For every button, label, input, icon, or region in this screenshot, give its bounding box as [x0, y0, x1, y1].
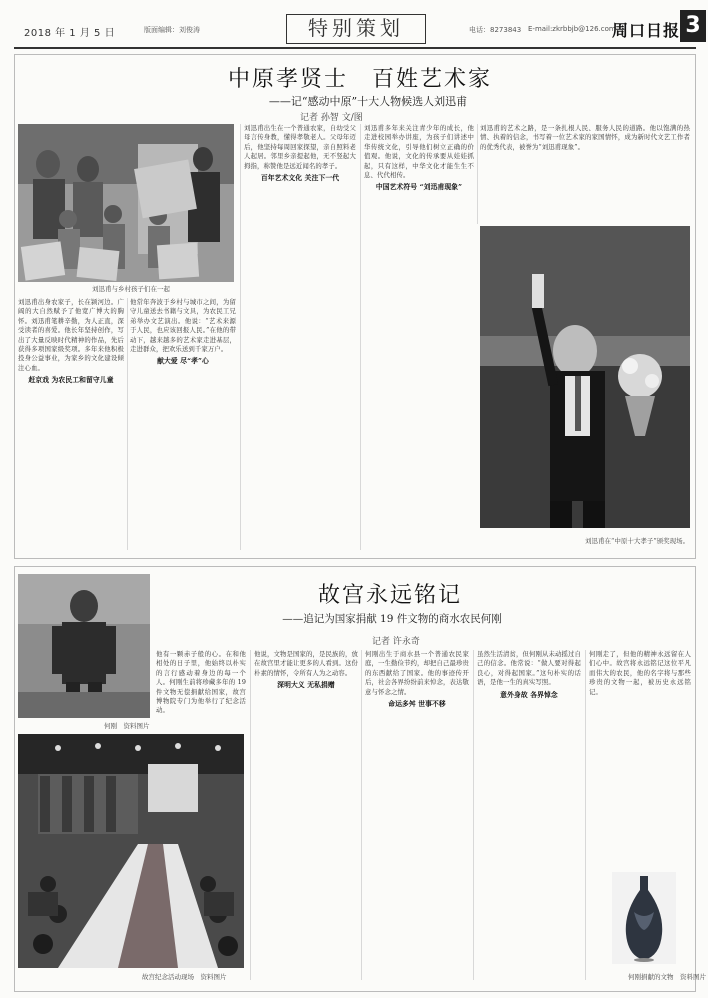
column-divider: [240, 124, 241, 550]
page-number: 3: [680, 10, 706, 42]
article2-photo-vase: [612, 872, 676, 964]
article2-column-4: [477, 650, 581, 980]
column-divider: [477, 124, 478, 224]
article1-column-3: [244, 124, 356, 550]
article1-col4-text: 刘迅甫多年来关注青少年的成长，他走进校园举办讲座，为孩子们讲述中华传统文化，引导他们树立正确的价值观。他说，文化的传承要从娃娃抓起，只有这样，中华文化才能生生不息、代代相传。: [364, 124, 474, 180]
article2-photo-portrait: [18, 574, 150, 718]
article2-photo3-caption: 何刚捐献的文物 资料图片: [628, 973, 706, 981]
column-divider: [127, 298, 128, 550]
article1-photo1-caption: 刘迅甫与乡村孩子们在一起: [92, 285, 170, 293]
article2-col5-text: 何刚走了，但他的精神永远留在人们心中。故宫将永远铭记这位平凡而伟大的农民，他的名字将与那些珍贵的文物一起，被历史永远铭记。: [589, 650, 691, 696]
article2-column-5: [589, 650, 691, 866]
column-divider: [361, 650, 362, 980]
article2-col4-heading: 意外身故 各界悼念: [500, 690, 558, 699]
article2-col4-text: 虽然生活清贫，但何刚从未动摇过自己的信念。他常说：“做人要对得起良心，对得起国家。”这句朴实的话语，是他一生的真实写照。: [477, 650, 581, 687]
column-divider: [585, 650, 586, 980]
newspaper-logo: 周口日报: [612, 21, 681, 40]
article2-col1-text: 他有一颗赤子般的心。在和他相处的日子里，他始终以朴实的言行感动着身边的每一个人。何刚生前将珍藏多年的 19 件文物无偿捐献给国家，故宫博物院专门为他举行了纪念活动。: [156, 650, 246, 715]
article1-headline: 中原孝贤士 百姓艺术家: [227, 67, 492, 92]
issue-date: 2018 年 1 月 5 日: [24, 28, 116, 39]
article1-photo-children: [18, 124, 234, 282]
article1-col4-heading: 中国艺术符号 “刘迅甫现象”: [375, 183, 463, 192]
article1-photo2-caption: 刘迅甫在“中原十大孝子”颁奖现场。: [585, 537, 690, 545]
article1-col3-text: 刘迅甫出生在一个普通农家，自幼受父母言传身教，懂得孝敬老人。父母年迈后，他坚持每周回家探望，亲自照料老人起居。邻里乡亲提起他，无不竖起大拇指，称赞他是远近闻名的孝子。: [244, 124, 356, 170]
article2-column-3: [365, 650, 469, 980]
column-divider: [473, 650, 474, 980]
article1-column-4: [364, 124, 474, 550]
article2-subhead: ——追记为国家捐献 19 件文物的商水农民何刚: [282, 613, 502, 625]
article1-subhead: ——记“感动中原”十大人物候选人刘迅甫: [268, 95, 468, 108]
article1-col2-heading: 献大爱 尽“孝”心: [157, 357, 209, 366]
column-divider: [250, 650, 251, 980]
masthead-rule: [14, 47, 696, 49]
article2-column-2: [254, 650, 358, 980]
article1-col2-text: 他常年奔波于乡村与城市之间，为留守儿童送去书籍与文具，为农民工兄弟举办文艺演出。他说：“艺术来源于人民，也应该回报人民。”在他的带动下，越来越多的艺术家走进基层，走进群众，把欢乐送到千家万户。: [130, 298, 236, 354]
article2-col3-heading: 命运多舛 世事不移: [388, 700, 446, 709]
contact-phone: 电话：8273843: [469, 26, 522, 34]
column-divider: [360, 124, 361, 550]
article2-photo1-caption: 何刚 资料图片: [104, 722, 150, 730]
article2-column-1: [156, 650, 246, 730]
article2-byline: 记者 许永奇: [372, 637, 420, 647]
article2-col3-text: 何刚出生于商水县一个普通农民家庭，一生勤俭节约，却把自己最珍贵的东西献给了国家。他的事迹传开后，社会各界纷纷前来悼念，表达敬意与怀念之情。: [365, 650, 469, 696]
article1-column-2: [130, 298, 236, 550]
article1-column-1: [18, 298, 124, 550]
article2-headline: 故宫永远铭记: [317, 583, 462, 608]
article1-col5-text: 刘迅甫的艺术之路，是一条扎根人民、服务人民的道路。他以饱满的热情、执着的信念，书写着一位艺术家的家国情怀，成为新时代文艺工作者的优秀代表，被誉为“刘迅甫现象”。: [480, 124, 690, 151]
page-editor: 版面编辑：刘俊涛: [144, 26, 200, 34]
article1-col3-heading: 百年艺术文化 关注下一代: [260, 174, 340, 183]
article1-photo-award: [480, 226, 690, 528]
contact-email: E-mail:zkrbbjb@126.com: [528, 25, 616, 33]
article1-column-5: [480, 124, 690, 222]
article1-col1-text: 刘迅甫出身农家子，长在颍河边。广阔的大自然赋予了他宽广博大的胸怀。刘迅甫笔耕辛勤，为人正直，深受读者的喜爱。他长年坚持创作，写出了大量反映时代精神的作品，先后获得多项国家级奖项。多年来他积极投身公益事业，为家乡的文化建设倾注心血。: [18, 298, 124, 372]
article2-col2-text: 他说，文物是国家的，是民族的，放在故宫里才能让更多的人看到。这份朴素的情怀，令所有人为之动容。: [254, 650, 358, 677]
section-title: 特别策划: [286, 14, 426, 44]
article2-photo-event: [18, 734, 244, 968]
article1-byline: 记者 孙智 文/图: [300, 113, 363, 123]
article2-col2-heading: 深明大义 无私捐赠: [277, 681, 335, 690]
article1-col1-heading: 赶京戏 为农民工和留守儿童: [28, 376, 114, 385]
article2-photo2-caption: 故宫纪念活动现场 资料图片: [142, 973, 227, 981]
masthead: [14, 10, 701, 46]
